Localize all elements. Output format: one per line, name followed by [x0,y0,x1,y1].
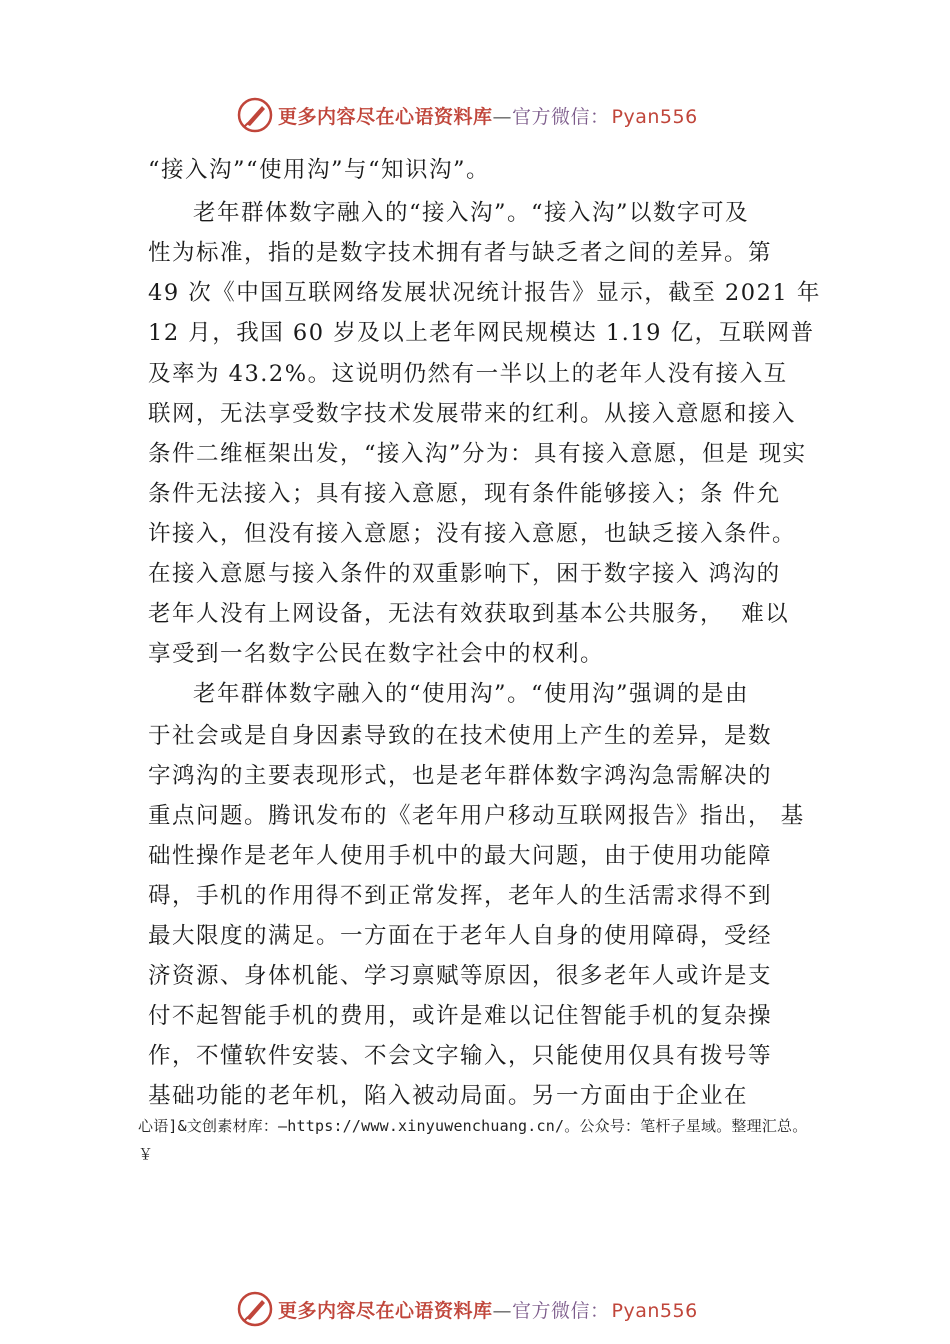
top-banner [0,96,950,136]
banner-dash: — [492,106,513,128]
body-line: 基础功能的老年机，陷入被动局面。另一方面由于企业在 [148,1083,749,1109]
body-line: 条件二维框架出发，“接入沟”分为：具有接入意愿，但是 现实 [148,441,807,467]
body-line: 性为标准，指的是数字技术拥有者与缺乏者之间的差异。第 [148,240,773,266]
banner-site-name: 更多内容尽在心语资料库 [278,106,493,128]
banner-wechat-label: 官方微信： [512,106,610,128]
body-line: 12 月，我国 60 岁及以上老年网民规模达 1.19 亿，互联网普 [148,320,815,346]
banner-wechat-id: Pyan556 [611,1300,698,1322]
banner-text [278,102,698,129]
body-line: 础性操作是老年人使用手机中的最大问题，由于使用功能障 [148,843,773,869]
body-line: 于社会或是自身因素导致的在技术使用上产生的差异，是数 [148,723,773,749]
body-line: 49 次《中国互联网络发展状况统计报告》显示，截至 2021 年 [148,280,821,306]
body-line: 及率为 43.2%。这说明仍然有一半以上的老年人没有接入互 [148,361,788,387]
body-line: 字鸿沟的主要表现形式，也是老年群体数字鸿沟急需解决的 [148,763,773,789]
body-line: 在接入意愿与接入条件的双重影响下，困于数字接入 鸿沟的 [148,561,781,587]
body-line: 作，不懂软件安装、不会文字输入，只能使用仅具有拨号等 [148,1043,773,1069]
body-line: 联网，无法享受数字技术发展带来的红利。从接入意愿和接入 [148,401,797,427]
body-line: “接入沟”“使用沟”与“知识沟”。 [148,157,491,183]
footer-source-note: 心语]&文创素材库：—https://www.xinyuwenchuang.cn/。公众号：笔杆子星域。整理汇总。 [138,1117,808,1135]
quill-logo-icon [236,96,274,134]
banner-text [278,1296,698,1323]
banner-dash: — [492,1300,513,1322]
banner-wechat-id: Pyan556 [611,106,698,128]
body-line: 享受到一名数字公民在数字社会中的权利。 [148,641,605,667]
banner-site-name: 更多内容尽在心语资料库 [278,1300,493,1322]
body-line: 老年群体数字融入的“使用沟”。“使用沟”强调的是由 [193,681,750,707]
body-line: 付不起智能手机的费用，或许是难以记住智能手机的复杂操 [148,1003,773,1029]
quill-logo-icon [236,1290,274,1328]
body-line: 条件无法接入；具有接入意愿，现有条件能够接入；条 件允 [148,481,781,507]
body-line: 老年群体数字融入的“接入沟”。“接入沟”以数字可及 [193,200,750,226]
body-line: 济资源、身体机能、学习禀赋等原因，很多老年人或许是支 [148,963,773,989]
banner-wechat-label: 官方微信： [512,1300,610,1322]
body-line: 许接入，但没有接入意愿；没有接入意愿，也缺乏接入条件。 [148,521,797,547]
body-line: 重点问题。腾讯发布的《老年用户移动互联网报告》指出， 基 [148,803,805,829]
body-line: 老年人没有上网设备，无法有效获取到基本公共服务， 难以 [148,601,790,627]
body-line: 最大限度的满足。一方面在于老年人自身的使用障碍，受经 [148,923,773,949]
body-line: 碍，手机的作用得不到正常发挥，老年人的生活需求得不到 [148,883,773,909]
footer-yen-symbol: ￥ [138,1145,154,1163]
bottom-banner [0,1290,950,1330]
